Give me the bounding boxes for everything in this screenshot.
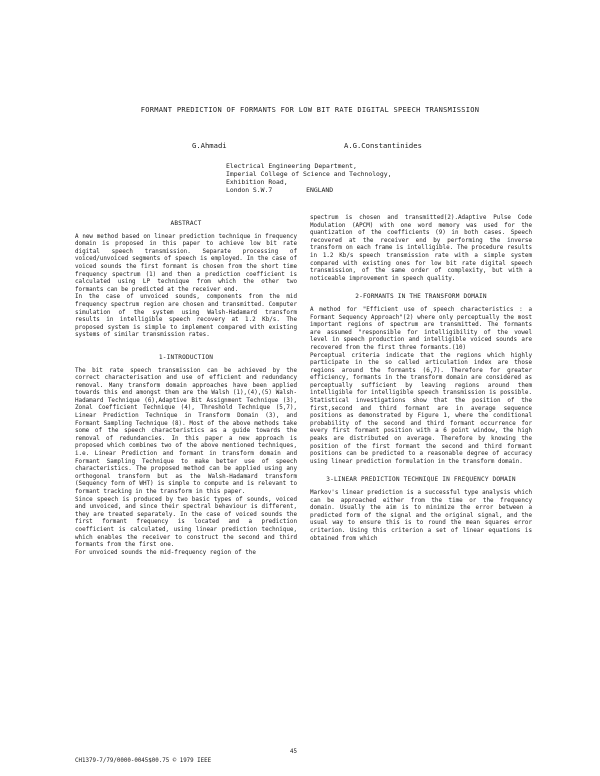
body-paragraph: Perceptual criteria indicate that the regions which highly participate in the so called articulation index are those regions around the formants (6,7). Therefore for greater efficiency, formants in the transform domain are considered as perceptually sufficient by leaving regions around them intelligible for intelligible speech transmission is possible. Statistical investigations show that the position of the first,second and third formant are in average sequence positions as demonstrated by Figure 1, where the conditional probability of the second and third formant occurrence for every first formant position with a 6 point window, the high peaks are distributed on average. Therefore by knowing the position of the first formant the second and third formant positions can be predicted to a reasonable degree of accuracy using linear prediction formulation in the transform domain. bbox=[310, 352, 532, 465]
copyright-footer: CH1379-7/79/0000-0045$00.75 © 1979 IEEE bbox=[75, 758, 212, 764]
abstract-paragraph: A new method based on linear prediction technique in frequency domain is proposed in this paper to achieve low bit rate digital speech transmission. Separate processing of voiced/unvoiced segments of speech is employed. In the case of voiced sounds the first formant is chosen from the short time frequency spectrum (1) and then a prediction coefficient is calculated using LP technique from which the other two formants can be predicted at the receiver end. bbox=[75, 233, 297, 293]
body-paragraph: Markov's linear prediction is a successful type analysis which can be approached either from the time or the frequency domain. Usually the aim is to minimize the error between a predicted form of the signal and the original signal, and the usual way to ensure this is to round the mean squares error criterion. Using this criterion a set of linear equations is obtained from which bbox=[310, 490, 532, 542]
section-heading: 3-LINEAR PREDICTION TECHNIQUE IN FREQUENCY DOMAIN bbox=[326, 476, 516, 484]
affiliation-city-row bbox=[226, 186, 446, 194]
affiliation-country: ENGLAND bbox=[306, 186, 334, 195]
right-column bbox=[310, 215, 532, 543]
introduction-paragraph: For unvoiced sounds the mid-frequency region of the bbox=[75, 549, 256, 556]
affiliation-line: Electrical Engineering Department, bbox=[226, 162, 357, 170]
introduction-paragraph: Since speech is produced by two basic types of sounds, voiced and unvoiced, and since their spectral behaviour is different, they are treated separately. In the case of voiced sounds the first formant frequency is located and a prediction coefficient is calculated, using linear prediction technique, which enables the receiver to construct the second and third formants from the first one. bbox=[75, 496, 297, 549]
left-column bbox=[75, 220, 297, 557]
introduction-heading: 1-INTRODUCTION bbox=[158, 353, 214, 361]
body-paragraph: A method for "Efficient use of speech characteristics : a Formant Sequency Approach"(2) where only perceptually the most important regions of spectrum are transmitted. The formants are assumed "responsible for intelligibility of the vowel level in speech production and intelligible voiced sounds are recovered from the first three formants.(10) bbox=[310, 306, 532, 351]
affiliation-block bbox=[226, 162, 446, 194]
affiliation-city: London S.W.7 bbox=[226, 186, 273, 195]
affiliation-line: Imperial College of Science and Technology, bbox=[226, 170, 392, 179]
author-name: G.Ahmadi bbox=[192, 141, 227, 150]
abstract-paragraph: In the case of unvoiced sounds, components from the mid frequency spectrum region are chosen and transmitted. Computer simulation of the system using Walsh-Hadamard transform results in intelligible speech recovery at 1.2 Kb/s. The proposed system is simple to implement compared with existing systems of similar transmission rates. bbox=[75, 294, 297, 339]
affiliation-line: Exhibition Road, bbox=[226, 178, 288, 187]
introduction-paragraph: The bit rate speech transmission can be achieved by the correct characterisation and use of efficient and redundancy removal. Many transform domain approaches have been applied towards this end amongst them are the Walsh (1),(4),(5) Walsh-Hadamard Technique (6),Adaptive Bit Assignment Technique (3), Zonal Coefficient Technique (4), Threshold Technique (5,7), Linear Prediction Technique in Transform Domain (3), and Formant Sampling Technique (8). Most of the above methods take some of the speech characteristics as a guide towards the removal of redundancies. In this paper a new approach is proposed which combines two of the above mentioned techniques, i.e. Linear Prediction and formant in transform domain and Formant Sampling Technique to make better use of speech characteristics. The proposed method can be applied using any orthogonal transform but as the Walsh-Hadamard transform (Sequency form of WHT) is simple to compute and is relevant to formant tracking in the transform in this paper. bbox=[75, 367, 297, 495]
body-paragraph: spectrum is chosen and transmitted(2).Adaptive Pulse Code Modulation (APCM) with one word memory was used for the quantization of the coefficients (9) in both cases. Speech recovered at the receiver end by performing the inverse transform on each frame is intelligible. The procedure results in 1.2 Kb/s speech transmission rate with a simple system compared with existing ones for low bit rate digital speech transmission, of the same order of complexity, but with a noticeable improvement in speech quality. bbox=[310, 215, 532, 282]
page-number: 45 bbox=[290, 749, 297, 755]
author-name: A.G.Constantinides bbox=[344, 141, 422, 150]
section-heading: 2-FORMANTS IN THE TRANSFORM DOMAIN bbox=[355, 293, 487, 301]
abstract-heading: ABSTRACT bbox=[170, 220, 202, 227]
paper-title: FORMANT PREDICTION OF FORMANTS FOR LOW BIT RATE DIGITAL SPEECH TRANSMISSION bbox=[140, 106, 480, 114]
